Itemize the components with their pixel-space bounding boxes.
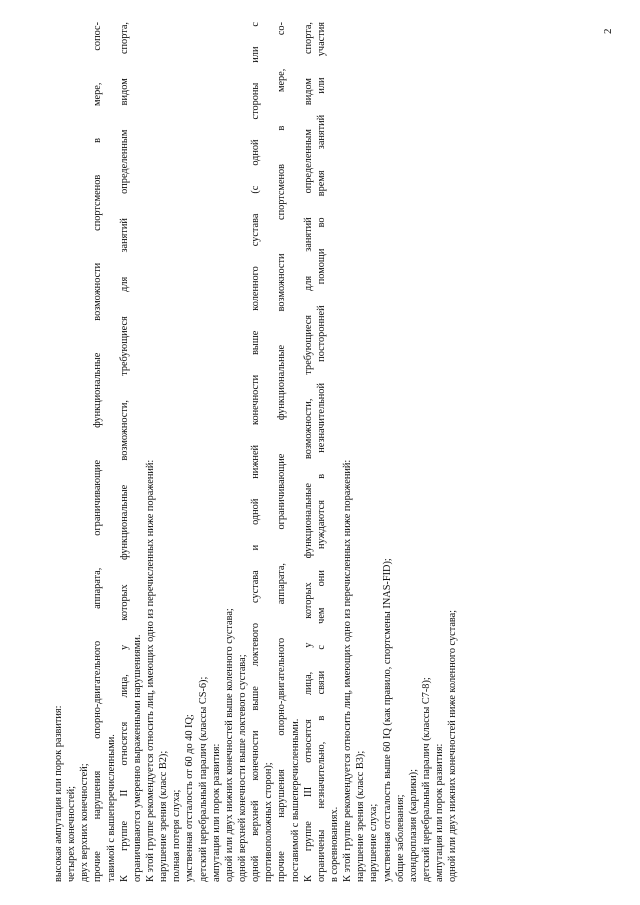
- text-line: нарушение зрения (класс В2);: [158, 750, 170, 882]
- text-line: в соревнованиях.: [328, 806, 340, 882]
- text-line: детский церебральный паралич (классы С7-8);: [420, 677, 432, 882]
- text-line: ограничиваются умеренно выраженными нарушениями.: [131, 634, 143, 882]
- text-line: К этой группе рекомендуется относить лиц, имеющих одно из перечисленных ниже поражений:: [144, 459, 156, 882]
- text-line: одной верхней конечности выше локтевого сустава и одной нижней конечности выше коленного сустава (с одной стороны или с: [250, 22, 262, 882]
- text-line: прочие нарушения опорно-двигательного аппарата, ограничивающие функциональные возможности спортсменов в мере, со-: [276, 22, 288, 882]
- text-line: прочие нарушения опорно-двигательного аппарата, ограничивающие функциональные возможности спортсменов в мере, сопос-: [92, 22, 104, 882]
- text-line: противоположных сторон);: [263, 762, 275, 882]
- text-line: ограничены незначительно, в связи с чем они нуждаются в незначительной посторонней помощи во время занятий или участия: [315, 22, 327, 882]
- text-line: умственная отсталость выше 60 IQ (как правило, спортсмены INAS-FID);: [381, 558, 393, 882]
- text-line: нарушение слуха;: [368, 803, 380, 882]
- text-line: К группе III относятся лица, у которых функциональные возможности, требующиеся для занятий определенным видом спорта,: [302, 22, 314, 882]
- text-line: одной верхней конечности выше локтевого сустава;: [236, 654, 248, 882]
- text-line: одной или двух нижних конечностей ниже коленного сустава;: [447, 609, 459, 882]
- text-line: высокая ампутация или порок развития:: [53, 705, 64, 882]
- document-body: [52, 22, 459, 882]
- page-number: 2: [602, 28, 614, 34]
- text-line: нарушение зрения (класс В3);: [355, 750, 367, 882]
- text-line: умственная отсталость от 60 до 40 IQ;: [184, 714, 196, 882]
- text-line: двух верхних конечностей;: [79, 763, 91, 882]
- text-line: общие заболевания;: [394, 794, 406, 882]
- text-line: четырех конечностей;: [66, 785, 78, 882]
- text-line: ампутация или порок развития:: [210, 743, 222, 882]
- text-line: тавимой с вышеперечисленными.: [105, 734, 117, 882]
- text-line: ахондроплазия (карлики);: [407, 769, 419, 882]
- text-line: ампутация или порок развития:: [434, 743, 446, 882]
- text-line: детский церебральный паралич (классы CS-6);: [197, 676, 209, 882]
- text-line: К группе II относятся лица, у которых функциональные возможности, требующиеся для занятий определенным видом спорта,: [118, 22, 130, 882]
- text-line: полная потеря слуха;: [171, 789, 183, 882]
- text-line: поставимой с вышеперечисленными.: [289, 718, 301, 882]
- text-line: К этой группе рекомендуется относить лиц, имеющих одно из перечисленных ниже поражений:: [342, 459, 354, 882]
- text-line: одной или двух нижних конечностей выше коленного сустава;: [223, 608, 235, 882]
